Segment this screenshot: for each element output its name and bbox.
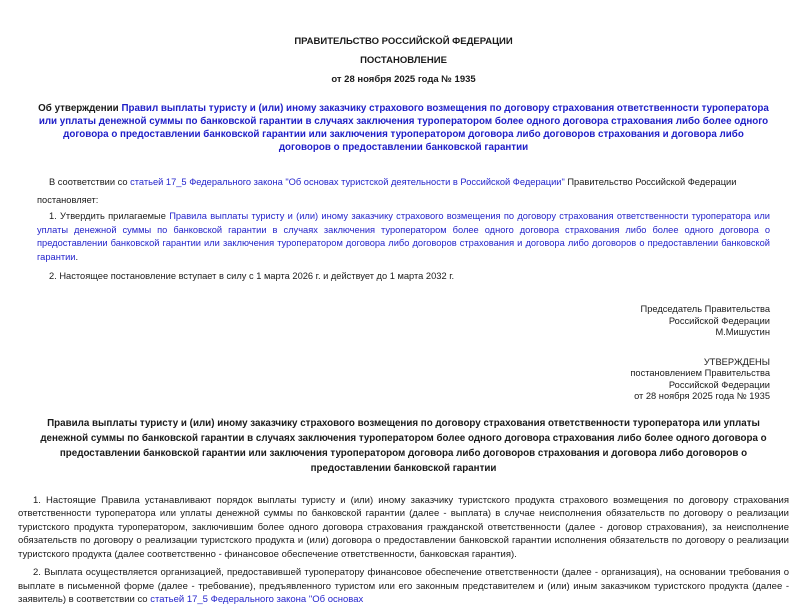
- resolution-item-1: [37, 210, 770, 264]
- signature-line-title: Председатель Правительства: [640, 304, 770, 314]
- document-type: ПОСТАНОВЛЕНИЕ: [360, 55, 447, 66]
- rules-paragraph-2-article-link[interactable]: статьей 17_5 Федерального закона "Об основах: [150, 594, 364, 605]
- rules-paragraph-1: 1. Настоящие Правила устанавливают порядок выплаты туристу и (или) иному заказчику туристского продукта страхового возмещения по договору страхования ответственности туроператора или уплаты денежной суммы по банковской гарантии (далее - выплата) в случае неисполнения обязательств по договору о реализации туристского продукта туроператором, заключившим более одного договора страхования гражданской ответственности (далее - договор страхования), за неисполнение обязательств по договору о реализации туристского продукта и (или) договора о предоставлении банковской гарантии исполнения обязательств по договору о реализации туристского продукта (далее соответственно - финансовое обеспечение ответственности, банковская гарантия).: [18, 494, 789, 560]
- rules-paragraph-2: [18, 566, 789, 607]
- document-title: [37, 102, 770, 154]
- document-title-prefix: Об утверждении: [38, 103, 122, 114]
- document-date-number: от 28 ноября 2025 года № 1935: [331, 74, 476, 85]
- government-header: ПРАВИТЕЛЬСТВО РОССИЙСКОЙ ФЕДЕРАЦИИ: [294, 36, 513, 47]
- approved-block: [37, 357, 770, 403]
- signature-line-org: Российской Федерации: [668, 315, 770, 326]
- document-title-rules-link[interactable]: Правил выплаты туристу и (или) иному заказчику страхового возмещения по договору страхования ответственности туроператора или уплаты денежной суммы по банковской гарантии в случаях заключения туроператором более одного договора страхования либо более одного договора о предоставлении банковской гарантии или заключения туроператором договора либо договоров страхования и договора либо договоров о предоставлении банковской гарантии: [38, 103, 769, 153]
- item-1-suffix: .: [75, 251, 79, 262]
- resolves-label: постановляет:: [37, 195, 99, 205]
- rules-title: Правила выплаты туристу и (или) иному заказчику страхового возмещения по договору страхования ответственности туроператора или уплаты денежной суммы по банковской гарантии в случаях заключения туроператором более одного договора страхования либо более одного договора о предоставлении банковской гарантии или заключения туроператором договора либо договоров страхования и договора либо договоров о предоставлении банковской гарантии: [40, 417, 767, 474]
- approved-label: УТВЕРЖДЕНЫ: [703, 356, 770, 367]
- preamble-prefix: В соответствии со: [49, 177, 131, 187]
- approved-date-number: от 28 ноября 2025 года № 1935: [634, 391, 770, 401]
- item-1-rules-link[interactable]: Правила выплаты туристу и (или) иному заказчику страхового возмещения по договору страхования ответственности туроператора или уплаты денежной суммы по банковской гарантии в случаях заключения туроператором более одного договора страхования либо более одного договора о предоставлении банковской гарантии или заключения туроператором договора либо договоров страхования и договора либо договоров о предоставлении банковской гарантии: [37, 211, 770, 262]
- approved-org-line: Российской Федерации: [668, 379, 770, 390]
- signature-line-name: М.Мишустин: [715, 327, 770, 337]
- signature-block: [37, 304, 770, 339]
- preamble-suffix: Правительство Российской Федерации: [564, 177, 737, 187]
- rules-body: [0, 494, 807, 607]
- rules-paragraph-2-prefix: 2. Выплата осуществляется организацией, предоставившей туроператору финансовое обеспечение ответственности (далее - организация), на основании требования о выплате в письменной форме (далее - требование), предъявленного туристом или его законным представителем и (или) иным заказчиком туристского продукта (далее - заявитель) в соответствии со: [18, 567, 789, 605]
- preamble-paragraph: [37, 176, 770, 188]
- resolution-item-2: 2. Настоящее постановление вступает в силу с 1 марта 2026 г. и действует до 1 марта 2032 г.: [49, 271, 455, 281]
- rules-section: [0, 416, 807, 607]
- approved-by-line: постановлением Правительства: [630, 368, 770, 378]
- article-17-5-law-link[interactable]: статьей 17_5 Федерального закона "Об основах туристской деятельности в Российской Федерации": [130, 177, 565, 187]
- item-1-prefix: 1. Утвердить прилагаемые: [49, 211, 170, 221]
